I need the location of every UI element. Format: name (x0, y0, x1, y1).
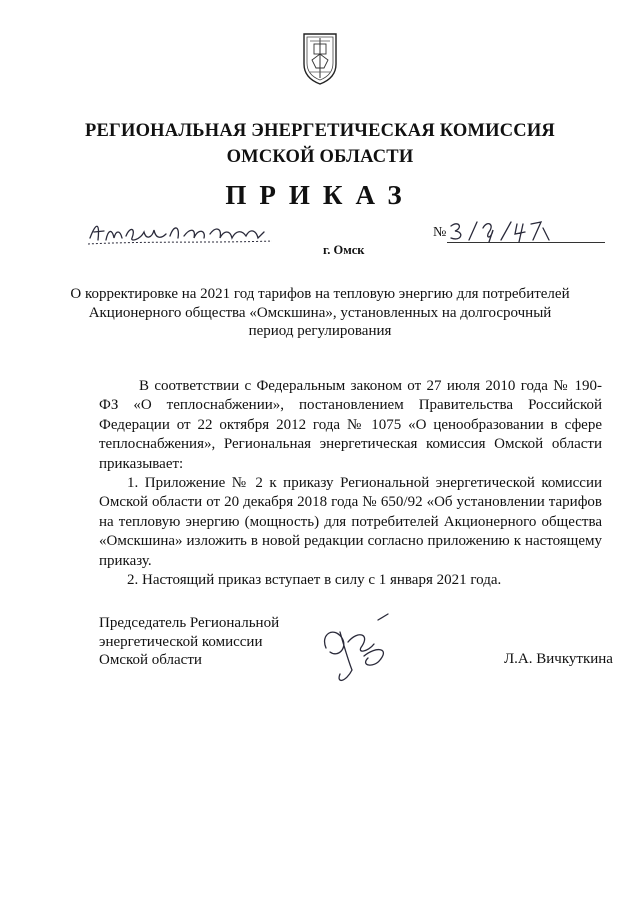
title-line2: Акционерного общества «Омскшина», установленных на долгосрочный (88, 304, 552, 321)
order-title (0, 285, 640, 341)
item-2: 2. Настоящий приказ вступает в силу с 1 января 2021 года. (127, 572, 502, 589)
handwritten-number (445, 218, 555, 246)
document-number (433, 222, 605, 248)
position-line3: Омской области (99, 652, 202, 668)
handwritten-date (86, 218, 274, 248)
org-name-line2: ОМСКОЙ ОБЛАСТИ (226, 147, 414, 167)
signature-icon (318, 612, 398, 690)
title-line1: О корректировке на 2021 год тарифов на тепловую энергию для потребителей (70, 286, 570, 302)
signer-name: Л.А. Вичкуткина (504, 651, 613, 667)
number-label: № (433, 225, 447, 240)
document-type: ПРИКАЗ (225, 180, 415, 210)
preamble-paragraph: В соответствии с Федеральным законом от 27 июля 2010 года № 190-ФЗ «О теплоснабжении», постановлением Правительства Российской Федерации от 22 октября 2012 года № 1075 «О ценообразовании в сфере теплоснабжения», Региональная энергетическая комиссия Омской области приказывает: (99, 378, 602, 472)
position-line1: Председатель Региональной (99, 615, 280, 631)
order-body (99, 377, 602, 590)
position-line2: энергетической комиссии (99, 633, 263, 650)
coat-of-arms-icon (300, 30, 340, 86)
org-name-line1: РЕГИОНАЛЬНАЯ ЭНЕРГЕТИЧЕСКАЯ КОМИССИЯ (84, 121, 555, 141)
title-line3: период регулирования (248, 323, 392, 339)
signer-position (99, 614, 279, 670)
organization-name (0, 118, 640, 170)
city: г. Омск (323, 243, 365, 257)
item-1: 1. Приложение № 2 к приказу Региональной энергетической комиссии Омской области от 20 декабря 2018 года № 650/92 «Об установлении тарифов на тепловую энергию (мощность) для потребителей Акционерного общества «Омскшина» изложить в новой редакции согласно приложению к настоящему приказу. (99, 475, 602, 569)
